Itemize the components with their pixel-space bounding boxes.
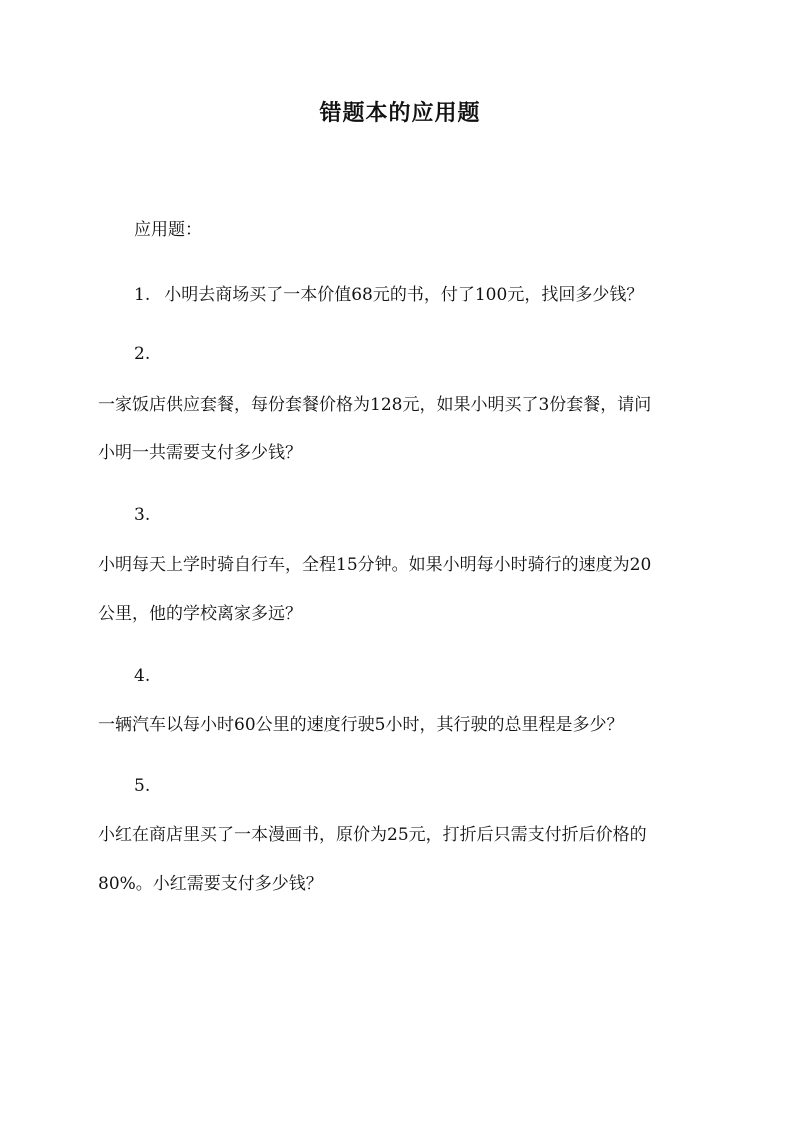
section-label: 应用题： [134, 220, 202, 240]
question-4-line-1: 一辆汽车以每小时60公里的速度行驶5小时，其行驶的总里程是多少？ [98, 715, 624, 735]
question-number: 1. [134, 285, 151, 305]
question-1 [134, 282, 643, 308]
question-4-number: 4. [134, 666, 151, 686]
question-5-line-1: 小红在商店里买了一本漫画书，原价为25元，打折后只需支付折后价格的 [98, 825, 647, 845]
question-3-number: 3. [134, 505, 151, 525]
question-3-line-2: 公里，他的学校离家多远？ [98, 604, 302, 624]
question-text: 小明去商场买了一本价值68元的书，付了100元，找回多少钱？ [164, 285, 644, 305]
question-5-number: 5. [134, 776, 151, 796]
question-5-line-2: 80%。小红需要支付多少钱？ [98, 874, 323, 894]
question-2-number: 2. [134, 344, 151, 364]
page-title: 错题本的应用题 [319, 100, 481, 126]
question-2-line-1: 一家饭店供应套餐，每份套餐价格为128元，如果小明买了3份套餐，请问 [98, 395, 652, 415]
question-3-line-1: 小明每天上学时骑自行车，全程15分钟。如果小明每小时骑行的速度为20 [98, 555, 652, 575]
question-2-line-2: 小明一共需要支付多少钱？ [98, 443, 302, 463]
